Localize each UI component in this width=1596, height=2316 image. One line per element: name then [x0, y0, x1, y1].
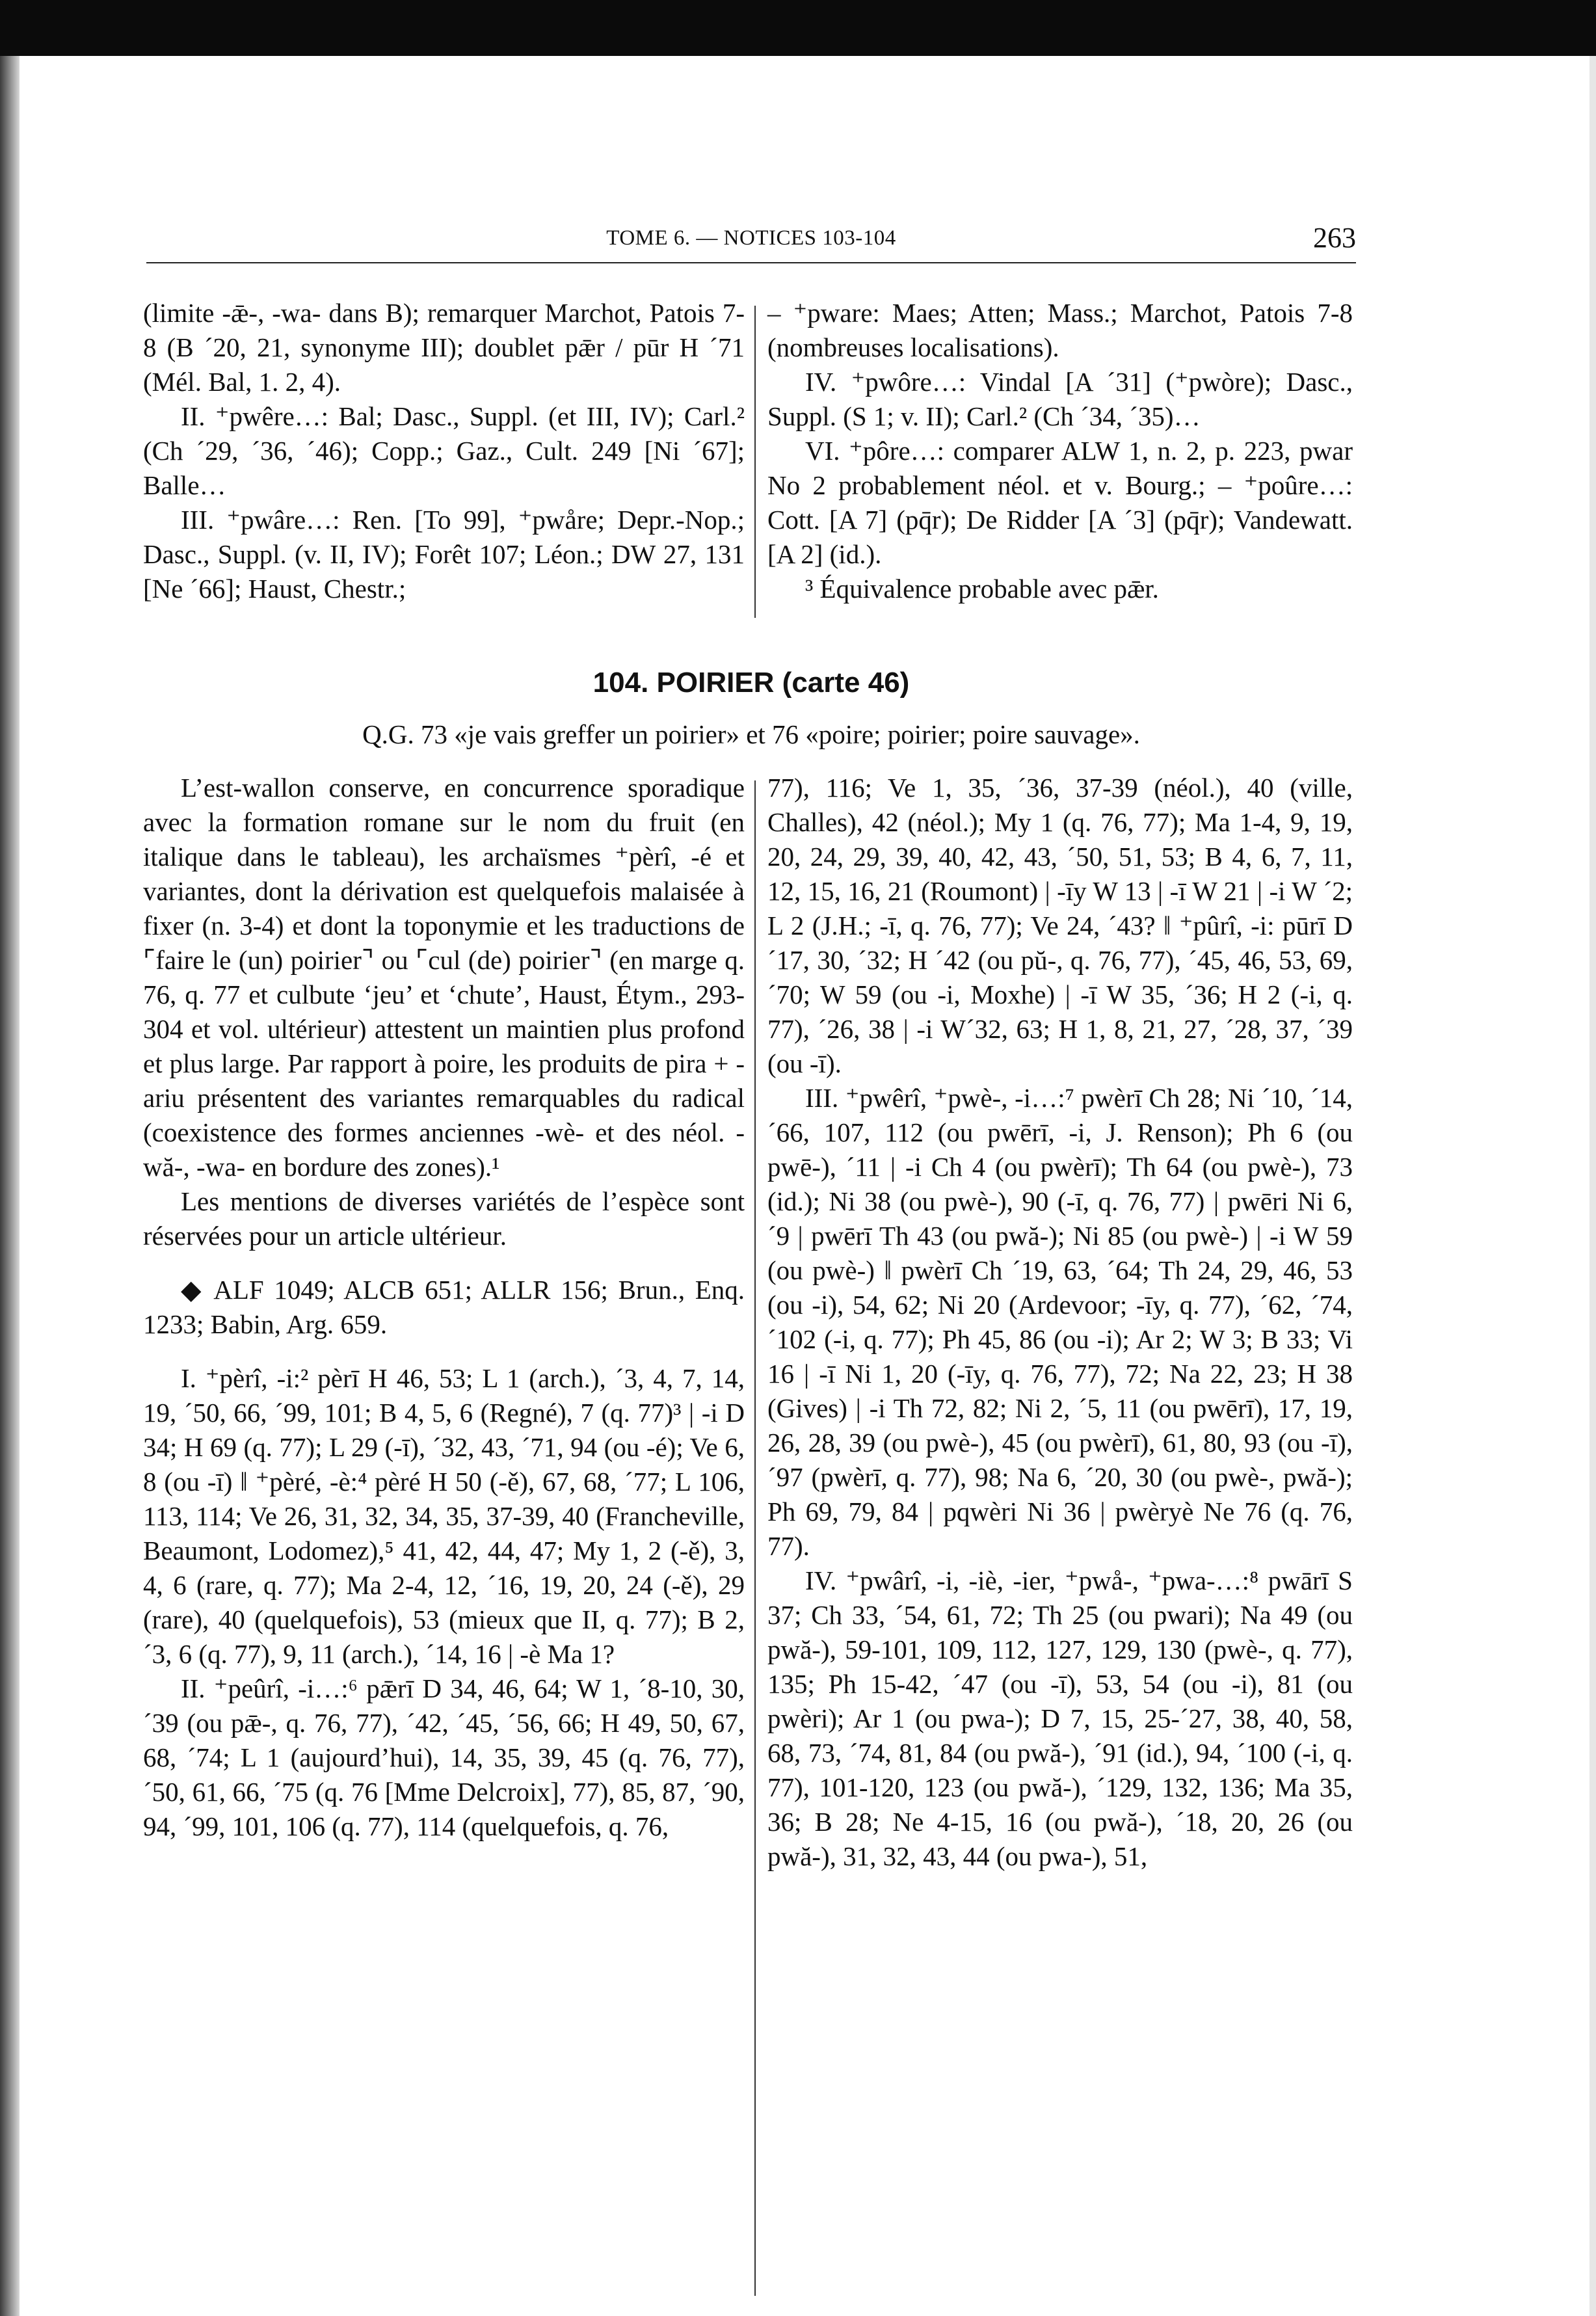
paragraph: II. ⁺pwêre…: Bal; Dasc., Suppl. (et III, IV); Carl.² (Ch ´29, ´36, ´46); Copp.; Gaz., Cult. 249 [Ni ´67]; Balle… [143, 401, 745, 500]
previous-notice-left-column [143, 296, 745, 606]
footnote: ³ Équivalence probable avec pǣr. [805, 574, 1159, 604]
article-title: 104. POIRIER (carte 46) [592, 667, 910, 699]
scan-border-right [1589, 56, 1596, 2316]
previous-notice-right-column [767, 296, 1353, 606]
paragraph: I. ⁺pèrî, -i:² pèrī H 46, 53; L 1 (arch.), ´3, 4, 7, 14, 19, ´50, 66, ´99, 101; B 4, 5, 6 (Regné), 7 (q. 77)³ | -i D 34; H 69 (q. 77); L 29 (-ī), ´32, 43, ´71, 94 (ou -é); Ve 6, 8 (ou -ī) ‖ ⁺pèré, -è:⁴ pèré H 50 (-ě), 67, 68, ´77; L 106, 113, 114; Ve 26, 31, 32, 34, 35, 37-39, 40 (Francheville, Beaumont, Lodomez),⁵ 41, 42, 44, 47; My 1, 2 (-ě), 3, 4, 6 (rare, q. 77); Ma 2-4, 12, ´16, 19, 20, 24 (-ě), 29 (rare), 40 (quelquefois), 53 (mieux que II, q. 77); B 2, ´3, 6 (q. 77), 9, 11 (arch.), ´14, 16 | -è Ma 1? [143, 1363, 745, 1669]
page-header [146, 221, 1356, 261]
paragraph: VI. ⁺pôre…: comparer ALW 1, n. 2, p. 223, pwar No 2 probablement néol. et v. Bourg.; – ⁺poûre…: Cott. [A 7] (pq̄r); De Ridder [A ´3] (pq̄r); Vandewatt. [A 2] (id.). [767, 436, 1353, 569]
column-divider [754, 306, 756, 618]
running-head: TOME 6. — NOTICES 103-104 [606, 226, 896, 250]
bibliography: ◆ ALF 1049; ALCB 651; ALLR 156; Brun., Enq. 1233; Babin, Arg. 659. [143, 1275, 745, 1339]
paragraph: – ⁺pware: Maes; Atten; Mass.; Marchot, Patois 7-8 (nombreuses localisations). [767, 298, 1353, 362]
header-rule [146, 262, 1356, 263]
article-right-column [767, 771, 1353, 1874]
paragraph: IV. ⁺pwârî, -i, -iè, -ier, ⁺pwå-, ⁺pwa-…:⁸ pwārī S 37; Ch 33, ´54, 61, 72; Th 25 (ou pwari); Na 49 (ou pwă-), 59-101, 109, 112, 127, 129, 130 (pwè-, q. 77), 135; Ph 15-42, ´47 (ou -ī), 53, 54 (ou -i), 81 (ou pwèri); Ar 1 (ou pwa-); D 7, 15, 25-´27, 38, 40, 58, 68, 73, ´74, 81, 84 (ou pwă-), ´91 (id.), 94, ´100 (-i, q. 77), 101-120, 123 (ou pwă-), ´129, 132, 136; Ma 35, 36; B 28; Ne 4-15, 16 (ou pwă-), ´18, 20, 26 (ou pwă-), 31, 32, 43, 44 (ou pwa-), 51, [767, 1565, 1353, 1871]
scan-border-left [0, 56, 20, 2316]
questionnaire-reference: Q.G. 73 «je vais greffer un poirier» et 76 «poire; poirier; poire sauvage». [362, 719, 1140, 749]
column-divider [754, 780, 756, 2296]
paragraph: IV. ⁺pwôre…: Vindal [A ´31] (⁺pwòre); Dasc., Suppl. (S 1; v. II); Carl.² (Ch ´34, ´35)… [767, 367, 1353, 431]
article-left-column [143, 771, 745, 1844]
page-number: 263 [1313, 222, 1356, 254]
paragraph: II. ⁺peûrî, -i…:⁶ pǣrī D 34, 46, 64; W 1, ´8-10, 30, ´39 (ou pǣ-, q. 76, 77), ´42, ´45, ´56, 66; H 49, 50, 67, 68, ´74; L 1 (aujourd’hui), 14, 35, 39, 45 (q. 76, 77), ´50, 61, 66, ´75 (q. 76 [Mme Delcroix], 77), 85, 87, ´90, 94, ´99, 101, 106 (q. 77), 114 (quelquefois, q. 76, [143, 1673, 745, 1841]
paragraph: 77), 116; Ve 1, 35, ´36, 37-39 (néol.), 40 (ville, Challes), 42 (néol.); My 1 (q. 76, 77); Ma 1-4, 9, 19, 20, 24, 29, 39, 40, 42, 43, ´50, 51, 53; B 4, 6, 7, 11, 12, 15, 16, 21 (Roumont) | -īy W 13 | -ī W 21 | -i W ´2; L 2 (J.H.; -ī, q. 76, 77); Ve 24, ´43? ‖ ⁺pûrî, -i: pūrī D ´17, 30, ´32; H ´42 (ou pŭ-, q. 76, 77), ´45, 46, 53, 69, ´70; W 59 (ou -i, Moxhe) | -ī W 35, ´36; H 2 (-i, q. 77), ´26, 38 | -i W´32, 63; H 1, 8, 21, 27, ´28, 37, ´39 (ou -ī). [767, 773, 1353, 1078]
paragraph: Les mentions de diverses variétés de l’espèce sont réservées pour un article ultérieur. [143, 1186, 745, 1251]
paragraph: L’est-wallon conserve, en concurrence sporadique avec la formation romane sur le nom du fruit (en italique dans le tableau), les archaïsmes ⁺pèrî, -é et variantes, dont la dérivation est quelquefois malaisée à fixer (n. 3-4) et dont la toponymie et les traductions de ⌜faire le (un) poirier⌝ ou ⌜cul (de) poirier⌝ (en marge q. 76, q. 77 et culbute ‘jeu’ et ‘chute’, Haust, Étym., 293-304 et vol. ultérieur) attestent un maintien plus profond et plus large. Par rapport à poire, les produits de pira + -ariu présentent des variantes remarquables du radical (coexistence des formes anciennes -wè- et des néol. -wă-, -wa- en bordure des zones).¹ [143, 773, 745, 1182]
paragraph: III. ⁺pwâre…: Ren. [To 99], ⁺pwåre; Depr.-Nop.; Dasc., Suppl. (v. II, IV); Forêt 107; Léon.; DW 27, 131 [Ne ´66]; Haust, Chestr.; [143, 505, 745, 604]
scan-border-top [0, 0, 1596, 56]
paragraph: (limite -ǣ-, -wa- dans B); remarquer Marchot, Patois 7-8 (B ´20, 21, synonyme III); doublet pǣr / pūr H ´71 (Mél. Bal, 1. 2, 4). [143, 298, 745, 397]
paragraph: III. ⁺pwêrî, ⁺pwè-, -i…:⁷ pwèrī Ch 28; Ni ´10, ´14, ´66, 107, 112 (ou pwērī, -i, J. Renson); Ph 6 (ou pwē-), ´11 | -i Ch 4 (ou pwèrī); Th 64 (ou pwè-), 73 (id.); Ni 38 (ou pwè-), 90 (-ī, q. 76, 77) | pwēri Ni 6, ´9 | pwērī Th 43 (ou pwă-); Ni 85 (ou pwè-) | -i W 59 (ou pwè-) ‖ pwèrī Ch ´19, 63, ´64; Th 24, 29, 46, 53 (ou -i), 54, 62; Ni 20 (Ardevoor; -īy, q. 77), ´62, ´74, ´102 (-i, q. 77); Ph 45, 86 (ou -i); Ar 2; W 3; B 33; Vi 16 | -ī Ni 1, 20 (-īy, q. 76, 77), 72; Na 22, 23; H 38 (Gives) | -i Th 72, 82; Ni 2, ´5, 11 (ou pwērī), 17, 19, 26, 28, 39 (ou pwè-), 45 (ou pwèrī), 61, 80, 93 (ou -ī), ´97 (pwèrī, q. 77), 98; Na 6, ´20, 30 (ou pwè-, pwă-); Ph 69, 79, 84 | pqwèri Ni 36 | pwèryè Ne 76 (q. 76, 77). [767, 1083, 1353, 1561]
